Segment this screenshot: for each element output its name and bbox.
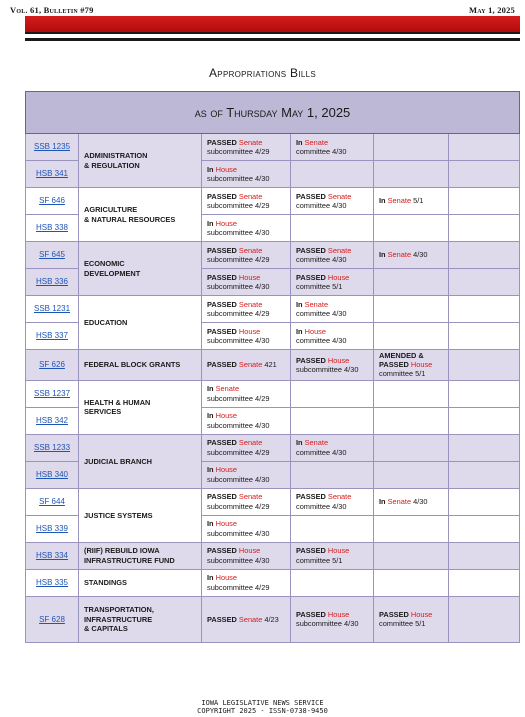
chamber-name: House [215, 573, 237, 583]
status-cell [374, 188, 449, 215]
status-detail: committee 4/30 [296, 255, 347, 264]
category-label: AGRICULTURE [84, 205, 138, 215]
bill-cell [26, 296, 79, 323]
status-cell [202, 596, 291, 642]
bill-link[interactable]: HSB 335 [35, 578, 69, 587]
empty-status-cell [449, 188, 520, 215]
status-action: PASSED [207, 614, 239, 624]
status-detail: subcommittee 4/30 [207, 282, 270, 291]
chamber-name: Senate [238, 299, 263, 309]
chamber-name: Senate [238, 245, 263, 255]
category-label: & REGULATION [84, 160, 140, 170]
status-detail: committee 4/30 [296, 309, 347, 318]
bill-link[interactable]: SF 628 [39, 614, 65, 624]
bill-cell [26, 596, 79, 642]
chamber-name: House [410, 360, 433, 370]
status-action: PASSED [207, 137, 239, 147]
header-red-band [25, 16, 520, 32]
status-detail: subcommittee 4/29 [207, 447, 270, 457]
category-label: TRANSPORTATION, [84, 605, 154, 615]
bill-cell [26, 569, 79, 596]
status-action: PASSED [207, 191, 239, 201]
empty-status-cell [449, 242, 520, 269]
chamber-name: Senate [238, 360, 263, 370]
status-action: In [207, 164, 216, 174]
status-cell [202, 215, 291, 242]
chamber-name: Senate [304, 137, 329, 147]
bill-link[interactable]: HSB 342 [35, 416, 69, 425]
status-cell [374, 461, 449, 488]
status-action: PASSED [296, 492, 328, 502]
status-detail: subcommittee 4/29 [207, 147, 270, 156]
status-detail: subcommittee 4/29 [207, 393, 270, 403]
footer-copyright: COPYRIGHT 2025 - ISSN-0738-9450 [197, 707, 328, 716]
status-detail: committee 4/30 [296, 501, 347, 511]
bill-link[interactable]: HSB 338 [35, 223, 69, 233]
chamber-name: House [215, 218, 237, 228]
empty-status-cell [449, 380, 520, 407]
status-cell [202, 323, 291, 350]
status-action: In [207, 384, 216, 394]
bill-cell [26, 434, 79, 461]
status-action: PASSED [296, 245, 328, 255]
empty-status-cell [449, 596, 520, 642]
chamber-name: Senate [327, 191, 352, 201]
status-cell [291, 461, 374, 488]
status-detail: subcommittee 4/30 [207, 474, 270, 484]
status-cell [202, 188, 291, 215]
bill-link[interactable]: SSB 1237 [33, 389, 71, 398]
chamber-name: Senate [387, 497, 412, 506]
empty-status-cell [449, 323, 520, 350]
appropriations-table [25, 91, 520, 643]
bill-link[interactable]: HSB 341 [35, 169, 69, 179]
status-cell [202, 515, 291, 542]
status-cell [291, 323, 374, 350]
category-label: INFRASTRUCTURE [84, 614, 153, 624]
status-detail: 4/30 [411, 497, 428, 506]
status-detail: committee 4/30 [296, 447, 347, 457]
bill-cell [26, 269, 79, 296]
status-action: In [379, 250, 388, 260]
status-action: In [207, 411, 216, 421]
status-detail: subcommittee 4/30 [296, 364, 359, 374]
bill-cell [26, 380, 79, 407]
footer [0, 699, 525, 715]
bill-cell [26, 407, 79, 434]
status-action: PASSED [207, 326, 239, 336]
status-detail: 4/30 [411, 250, 428, 260]
bill-link[interactable]: SF 644 [39, 497, 65, 506]
bill-link[interactable]: HSB 337 [35, 331, 69, 341]
bill-cell [26, 323, 79, 350]
category-label: JUDICIAL BRANCH [84, 456, 153, 466]
empty-status-cell [449, 542, 520, 569]
status-cell [374, 596, 449, 642]
empty-status-cell [449, 161, 520, 188]
empty-status-cell [449, 296, 520, 323]
status-cell [374, 434, 449, 461]
bill-link[interactable]: HSB 334 [35, 551, 69, 560]
chamber-name: Senate [215, 384, 240, 394]
status-cell [374, 350, 449, 381]
status-detail: committee 5/1 [296, 555, 343, 565]
status-detail: 421 [262, 360, 277, 370]
status-action: PASSED [379, 360, 411, 370]
table-row [26, 350, 520, 381]
status-cell [374, 296, 449, 323]
bill-cell [26, 215, 79, 242]
chamber-name: House [327, 355, 350, 365]
bill-link[interactable]: SSB 1233 [33, 443, 71, 452]
bill-cell [26, 134, 79, 161]
empty-status-cell [449, 461, 520, 488]
bill-link[interactable]: HSB 336 [35, 277, 69, 287]
status-cell [374, 380, 449, 407]
category-label: EDUCATION [84, 317, 128, 327]
status-action: In [296, 326, 305, 336]
category-cell [79, 350, 202, 381]
status-cell [291, 188, 374, 215]
category-cell [79, 380, 202, 434]
table-row [26, 134, 520, 161]
status-cell [202, 461, 291, 488]
status-detail: subcommittee 4/30 [207, 555, 270, 565]
category-cell [79, 569, 202, 596]
table-row [26, 542, 520, 569]
status-detail: committee 5/1 [379, 619, 426, 629]
table-row [26, 488, 520, 515]
status-action: In [207, 465, 216, 475]
empty-status-cell [449, 488, 520, 515]
table-row [26, 242, 520, 269]
table-row [26, 188, 520, 215]
chamber-name: Senate [304, 438, 329, 448]
status-action: PASSED [207, 272, 239, 282]
bill-cell [26, 242, 79, 269]
bill-link[interactable]: SF 646 [39, 196, 65, 206]
status-detail: subcommittee 4/30 [207, 420, 270, 430]
status-action: In [296, 299, 305, 309]
status-cell [291, 161, 374, 188]
category-cell [79, 596, 202, 642]
chamber-name: Senate [238, 191, 263, 201]
status-cell [202, 542, 291, 569]
status-cell [291, 542, 374, 569]
status-cell [374, 407, 449, 434]
status-action: In [207, 573, 216, 583]
page-title: Appropriations Bills [209, 66, 316, 80]
bill-cell [26, 188, 79, 215]
bill-cell [26, 542, 79, 569]
status-action: PASSED [207, 438, 239, 448]
bill-cell [26, 488, 79, 515]
status-detail: committee 4/30 [296, 147, 347, 156]
category-label: FEDERAL BLOCK GRANTS [84, 360, 181, 370]
category-cell [79, 542, 202, 569]
chamber-name: House [215, 411, 237, 421]
category-label: JUSTICE SYSTEMS [84, 510, 153, 520]
footer-publisher: IOWA LEGISLATIVE NEWS SERVICE [201, 699, 324, 707]
status-cell [291, 407, 374, 434]
status-action: In [379, 196, 388, 206]
status-detail: committee 5/1 [379, 369, 426, 379]
status-action: In [207, 519, 216, 529]
category-label: SERVICES [84, 407, 122, 417]
category-label: INFRASTRUCTURE FUND [84, 555, 175, 565]
status-cell [202, 350, 291, 381]
chamber-name: House [215, 519, 237, 529]
category-label: HEALTH & HUMAN [84, 397, 151, 407]
status-detail: subcommittee 4/30 [296, 619, 359, 629]
status-detail: subcommittee 4/30 [207, 174, 270, 183]
status-action: In [296, 137, 305, 147]
empty-status-cell [449, 350, 520, 381]
status-action: PASSED [207, 299, 239, 309]
status-cell [291, 350, 374, 381]
status-cell [202, 488, 291, 515]
status-action: In [207, 218, 216, 228]
issue-date: May 1, 2025 [469, 5, 515, 15]
status-detail: subcommittee 4/30 [207, 528, 270, 538]
status-detail: subcommittee 4/30 [207, 228, 270, 237]
category-label: (RIIF) REBUILD IOWA [84, 546, 160, 556]
status-cell [291, 134, 374, 161]
bill-cell [26, 515, 79, 542]
status-cell [374, 269, 449, 296]
volume-label: Vol. 61, Bulletin #79 [10, 5, 94, 15]
status-action: PASSED [379, 609, 411, 619]
empty-status-cell [449, 269, 520, 296]
empty-status-cell [449, 407, 520, 434]
header-rule-thick [25, 38, 520, 41]
empty-status-cell [449, 215, 520, 242]
bill-link[interactable]: SF 645 [39, 250, 65, 260]
chamber-name: House [327, 609, 350, 619]
status-detail: 4/23 [262, 614, 279, 624]
status-cell [291, 296, 374, 323]
status-cell [374, 515, 449, 542]
category-label: DEVELOPMENT [84, 268, 141, 278]
status-action: PASSED [207, 546, 239, 556]
status-cell [374, 242, 449, 269]
empty-status-cell [449, 515, 520, 542]
status-action: In [379, 497, 388, 506]
status-cell [202, 569, 291, 596]
chamber-name: House [304, 326, 326, 336]
status-detail: committee 5/1 [296, 282, 343, 291]
status-cell [202, 161, 291, 188]
status-action: In [296, 438, 305, 448]
status-cell [202, 242, 291, 269]
chamber-name: House [410, 609, 433, 619]
status-cell [291, 242, 374, 269]
status-cell [291, 569, 374, 596]
status-cell [202, 407, 291, 434]
bill-link[interactable]: SSB 1235 [33, 142, 71, 152]
table-row [26, 296, 520, 323]
status-action: PASSED [296, 609, 328, 619]
empty-status-cell [449, 569, 520, 596]
status-action: PASSED [296, 272, 328, 282]
status-action: PASSED [296, 355, 328, 365]
status-cell [374, 569, 449, 596]
bill-cell [26, 461, 79, 488]
status-cell [374, 542, 449, 569]
bill-link[interactable]: SSB 1231 [33, 304, 71, 314]
chamber-name: Senate [387, 196, 412, 206]
category-label: & NATURAL RESOURCES [84, 214, 176, 224]
status-action: AMENDED & [379, 351, 424, 360]
status-detail: subcommittee 4/29 [207, 255, 270, 264]
status-cell [291, 380, 374, 407]
header-rule-thin [25, 32, 520, 34]
empty-status-cell [449, 434, 520, 461]
bill-cell [26, 161, 79, 188]
category-label: STANDINGS [84, 578, 127, 587]
chamber-name: House [238, 326, 261, 336]
category-label: ECONOMIC [84, 259, 125, 269]
category-label: & CAPITALS [84, 623, 128, 633]
status-cell [374, 161, 449, 188]
category-cell [79, 134, 202, 188]
status-cell [291, 596, 374, 642]
category-cell [79, 434, 202, 488]
status-detail: 5/1 [411, 196, 424, 206]
category-cell [79, 242, 202, 296]
status-cell [374, 215, 449, 242]
status-cell [202, 269, 291, 296]
status-detail: committee 4/30 [296, 201, 347, 210]
chamber-name: House [238, 272, 261, 282]
status-action: PASSED [207, 245, 239, 255]
status-cell [291, 434, 374, 461]
category-cell [79, 296, 202, 350]
chamber-name: House [215, 465, 237, 475]
status-cell [374, 488, 449, 515]
status-action: PASSED [207, 492, 239, 502]
status-action: PASSED [207, 360, 239, 370]
status-cell [291, 215, 374, 242]
status-cell [374, 323, 449, 350]
chamber-name: Senate [387, 250, 412, 260]
status-detail: subcommittee 4/29 [207, 582, 270, 592]
status-cell [202, 380, 291, 407]
status-detail: committee 4/30 [296, 336, 347, 345]
chamber-name: Senate [327, 245, 352, 255]
chamber-name: House [238, 546, 261, 556]
status-cell [202, 134, 291, 161]
chamber-name: Senate [304, 299, 329, 309]
status-detail: subcommittee 4/29 [207, 501, 270, 511]
bill-link[interactable]: SF 626 [39, 360, 65, 370]
status-cell [202, 296, 291, 323]
table-row [26, 569, 520, 596]
chamber-name: House [327, 272, 350, 282]
chamber-name: Senate [327, 492, 352, 502]
status-detail: subcommittee 4/29 [207, 201, 270, 210]
chamber-name: Senate [238, 614, 263, 624]
table-row [26, 434, 520, 461]
status-cell [291, 515, 374, 542]
chamber-name: House [327, 546, 350, 556]
bill-cell [26, 350, 79, 381]
chamber-name: Senate [238, 438, 263, 448]
status-detail: subcommittee 4/30 [207, 336, 270, 345]
status-action: PASSED [296, 191, 328, 201]
table-date-header: as of Thursday May 1, 2025 [26, 92, 520, 134]
empty-status-cell [449, 134, 520, 161]
category-label: ADMINISTRATION [84, 151, 148, 161]
status-action: PASSED [296, 546, 328, 556]
bill-link[interactable]: HSB 339 [35, 524, 69, 533]
status-cell [202, 434, 291, 461]
chamber-name: Senate [238, 137, 263, 147]
status-cell [374, 134, 449, 161]
bill-link[interactable]: HSB 340 [35, 470, 69, 479]
category-cell [79, 188, 202, 242]
table-row [26, 380, 520, 407]
chamber-name: House [215, 164, 237, 174]
status-cell [291, 488, 374, 515]
chamber-name: Senate [238, 492, 263, 502]
category-cell [79, 488, 202, 542]
table-row [26, 596, 520, 642]
status-cell [291, 269, 374, 296]
status-detail: subcommittee 4/29 [207, 309, 270, 318]
